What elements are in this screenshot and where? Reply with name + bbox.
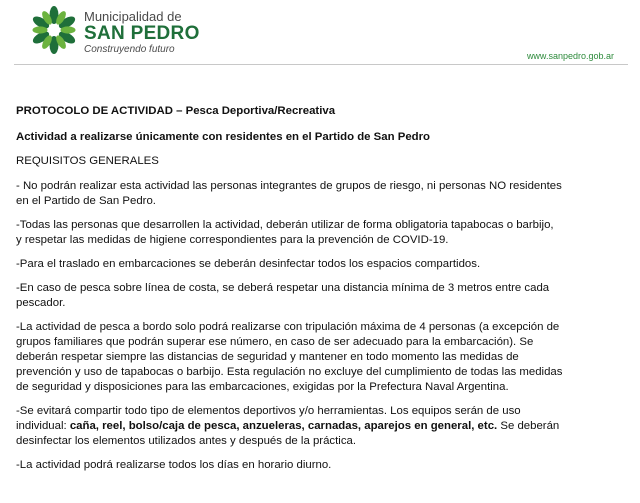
text-line: y respetar las medidas de higiene correspondientes para la prevención de COVID-19.	[16, 234, 449, 246]
paragraph-risk-groups	[16, 179, 628, 209]
text-line: grupos familiares que podrán superar ese número, en caso de ser adecuado para la embarcación). Se	[16, 336, 534, 348]
letterhead	[0, 0, 640, 68]
text-line: -La actividad de pesca a bordo solo podrá realizarse con tripulación máxima de 4 personas (a excepción de	[16, 321, 560, 333]
text-line: desinfectar los elementos utilizados antes y después de la práctica.	[16, 435, 357, 447]
paragraph-onboard-crew	[16, 320, 628, 395]
text-line-mixed	[16, 419, 628, 434]
equipment-list-bold: caña, reel, bolso/caja de pesca, anzueleras, carnadas, aparejos en general, etc.	[69, 420, 498, 432]
text-line: -Para el traslado en embarcaciones se deberán desinfectar todos los espacios compartidos.	[16, 258, 481, 270]
paragraph-schedule	[16, 458, 628, 473]
text-line: pescador.	[16, 297, 66, 309]
text-line: de seguridad y disposiciones para las embarcaciones, exigidas por la Prefectura Naval Argentina.	[16, 381, 509, 393]
text-fragment: Se deberán	[497, 420, 560, 432]
flower-logo-icon	[28, 4, 80, 56]
header-divider	[14, 64, 628, 65]
text-fragment: individual:	[16, 420, 70, 432]
section-heading: REQUISITOS GENERALES	[16, 155, 159, 167]
text-line: - No podrán realizar esta actividad las personas integrantes de grupos de riesgo, ni personas NO residentes	[16, 180, 562, 192]
brand-tagline: Construyendo futuro	[84, 44, 175, 55]
text-line: prevención y uso de tapabocas o barbijo. Esta regulación no excluye del cumplimiento de todas las medidas	[16, 366, 563, 378]
document-subtitle: Actividad a realizarse únicamente con residentes en el Partido de San Pedro	[16, 131, 431, 143]
text-line: -Todas las personas que desarrollen la actividad, deberán utilizar de forma obligatoria tapabocas o barbijo,	[16, 219, 554, 231]
paragraph-masks	[16, 218, 628, 248]
document-title: PROTOCOLO DE ACTIVIDAD – Pesca Deportiva/Recreativa	[16, 105, 336, 117]
text-line: -La actividad podrá realizarse todos los días en horario diurno.	[16, 459, 332, 471]
paragraph-equipment	[16, 404, 628, 449]
document-body	[16, 104, 628, 473]
brand-block	[84, 10, 200, 55]
brand-name: SAN PEDRO	[84, 23, 200, 44]
website-link[interactable]: www.sanpedro.gob.ar	[526, 51, 614, 61]
text-line: -Se evitará compartir todo tipo de elementos deportivos y/o herramientas. Los equipos serán de uso	[16, 405, 521, 417]
brand-top-text: Municipalidad de	[84, 9, 182, 24]
paragraph-boat-disinfection	[16, 257, 628, 272]
text-line: deberán respetar siempre las distancias de seguridad y mantener en todo momento las medidas de	[16, 351, 519, 363]
text-line: en el Partido de San Pedro.	[16, 195, 156, 207]
text-line: -En caso de pesca sobre línea de costa, se deberá respetar una distancia mínima de 3 metros entre cada	[16, 282, 550, 294]
paragraph-shore-distance	[16, 281, 628, 311]
